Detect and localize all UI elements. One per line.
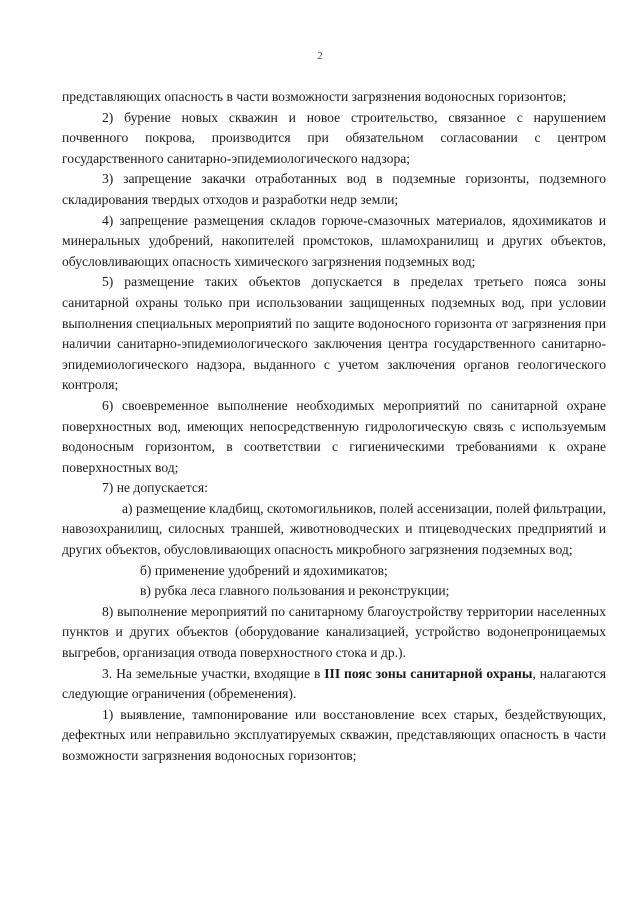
paragraph: 7) не допускается: [102, 480, 208, 496]
paragraph: 2) бурение новых скважин и новое строительство, связанное с нарушением почвенного покрова, производится при обязательном согласовании с центром государственного санитарно-эпидемиологического надзора; [62, 109, 606, 166]
paragraph: 6) своевременное выполнение необходимых мероприятий по санитарной охране поверхностных вод, имеющих непосредственную гидрологическую связь с используемым водоносным горизонтом, в соответствии с гигиеническими требованиями к охране поверхностных вод; [62, 397, 606, 475]
paragraph: 5) размещение таких объектов допускается в пределах третьего пояса зоны санитарной охраны только при использовании защищенных подземных вод, при условии выполнения специальных мероприятий по защите водоносного горизонта от загрязнения при наличии санитарно-эпидемиологического заключения центра государственного санитарно-эпидемиологического надзора, выданного с учетом заключения органов геологического контроля; [62, 274, 606, 393]
paragraph: а) размещение кладбищ, скотомогильников, полей ассенизации, полей фильтрации, навозохранилищ, силосных траншей, животноводческих и птицеводческих предприятий и других объектов, обусловливающих опасность микробного загрязнения подземных вод; [62, 500, 606, 558]
paragraph: б) применение удобрений и ядохимикатов; [140, 562, 388, 578]
section-3-tail: , налагаются следующие ограничения (обременения). [62, 665, 606, 702]
page-number: 2 [317, 50, 323, 62]
paragraph: в) рубка леса главного пользования и реконструкции; [140, 583, 450, 599]
paragraph: 8) выполнение мероприятий по санитарному благоустройству территории населенных пунктов и других объектов (оборудование канализацией, устройство водонепроницаемых выгребов, организация отвода поверхностного стока и др.). [62, 603, 606, 661]
paragraph: 1) выявление, тампонирование или восстановление всех старых, бездействующих, дефектных или неправильно эксплуатируемых скважин, представляющих опасность в части возможности загрязнения водоносных горизонтов; [62, 706, 606, 763]
document-body [62, 87, 606, 767]
paragraph: 4) запрещение размещения складов горюче-смазочных материалов, ядохимикатов и минеральных удобрений, накопителей промстоков, шламохранилищ и других объектов, обусловливающих опасность химического загрязнения подземных вод; [62, 212, 606, 269]
section-3-paragraph [62, 664, 606, 705]
section-3-bold-zone: III пояс зоны санитарной охраны [324, 665, 533, 681]
paragraph: 3) запрещение закачки отработанных вод в подземные горизонты, подземного складирования твердых отходов и разработки недр земли; [62, 171, 606, 207]
section-3-lead: 3. На земельные участки, входящие в [102, 665, 325, 681]
paragraph: представляющих опасность в части возможности загрязнения водоносных горизонтов; [62, 89, 567, 104]
